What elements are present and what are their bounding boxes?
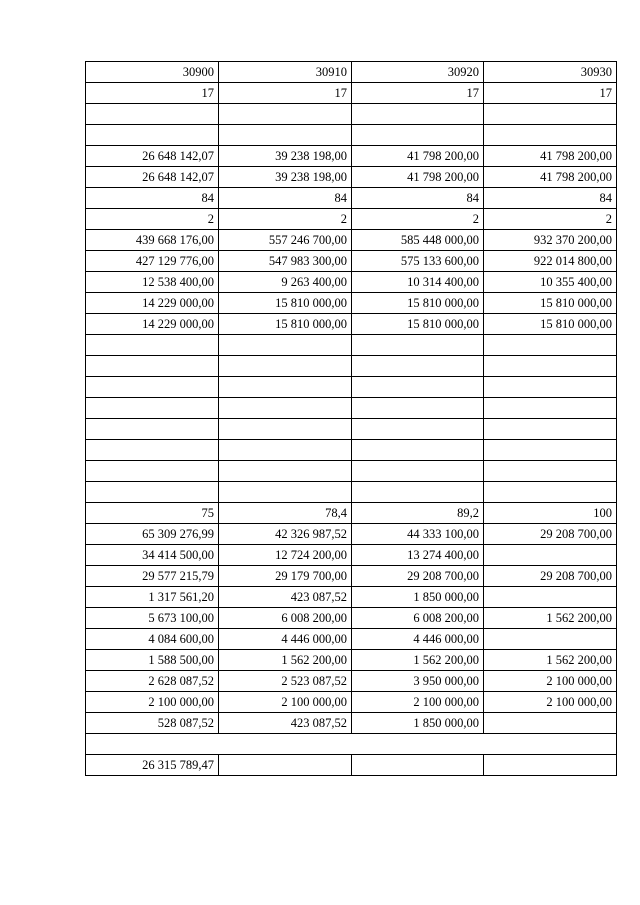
table-cell (219, 482, 352, 503)
table-cell (86, 356, 219, 377)
table-cell: 6 008 200,00 (352, 608, 484, 629)
table-cell (86, 377, 219, 398)
table-cell: 5 673 100,00 (86, 608, 219, 629)
table-cell (86, 461, 219, 482)
table-cell (484, 587, 617, 608)
table-cell: 17 (219, 83, 352, 104)
table-cell: 15 810 000,00 (352, 293, 484, 314)
table-cell: 65 309 276,99 (86, 524, 219, 545)
table-cell: 557 246 700,00 (219, 230, 352, 251)
table-cell: 2 100 000,00 (484, 692, 617, 713)
table-cell: 575 133 600,00 (352, 251, 484, 272)
table-cell (219, 755, 352, 776)
table-cell: 29 208 700,00 (484, 524, 617, 545)
table-cell: 423 087,52 (219, 713, 352, 734)
table-cell: 6 008 200,00 (219, 608, 352, 629)
table-cell: 1 562 200,00 (352, 650, 484, 671)
table-cell (484, 629, 617, 650)
table-cell (484, 713, 617, 734)
table-cell (86, 104, 219, 125)
table-cell (219, 335, 352, 356)
table-cell (484, 755, 617, 776)
table-cell: 12 724 200,00 (219, 545, 352, 566)
table-cell (86, 482, 219, 503)
table-cell: 41 798 200,00 (352, 146, 484, 167)
table-cell (484, 545, 617, 566)
table-cell: 439 668 176,00 (86, 230, 219, 251)
table-cell: 39 238 198,00 (219, 146, 352, 167)
table-row (86, 482, 617, 503)
table-cell: 84 (219, 188, 352, 209)
table-cell (352, 104, 484, 125)
table-row (86, 83, 617, 104)
table-row (86, 377, 617, 398)
table-cell: 547 983 300,00 (219, 251, 352, 272)
table-cell (484, 104, 617, 125)
table-cell: 2 100 000,00 (219, 692, 352, 713)
table-cell: 89,2 (352, 503, 484, 524)
table-cell: 1 850 000,00 (352, 713, 484, 734)
table-cell: 9 263 400,00 (219, 272, 352, 293)
table-cell: 3 950 000,00 (352, 671, 484, 692)
table-row (86, 335, 617, 356)
table-cell: 1 850 000,00 (352, 587, 484, 608)
table-row (86, 461, 617, 482)
table-cell (352, 440, 484, 461)
table-cell (484, 482, 617, 503)
table-cell: 84 (352, 188, 484, 209)
table-row (86, 629, 617, 650)
table-cell: 585 448 000,00 (352, 230, 484, 251)
table-cell (86, 419, 219, 440)
table-cell: 4 446 000,00 (219, 629, 352, 650)
table-cell: 10 355 400,00 (484, 272, 617, 293)
table-cell: 1 562 200,00 (484, 650, 617, 671)
data-table (85, 61, 617, 776)
table-row (86, 503, 617, 524)
table-cell (219, 461, 352, 482)
table-row (86, 398, 617, 419)
table-cell: 2 100 000,00 (484, 671, 617, 692)
table-cell: 29 208 700,00 (352, 566, 484, 587)
table-row (86, 587, 617, 608)
table-cell: 84 (86, 188, 219, 209)
table-cell (352, 377, 484, 398)
table-cell: 75 (86, 503, 219, 524)
table-cell (484, 398, 617, 419)
table-cell: 29 179 700,00 (219, 566, 352, 587)
table-cell: 41 798 200,00 (484, 167, 617, 188)
table-cell (352, 125, 484, 146)
table-row (86, 314, 617, 335)
table-row (86, 272, 617, 293)
table-row (86, 545, 617, 566)
table-row (86, 293, 617, 314)
table-row (86, 356, 617, 377)
table-row (86, 440, 617, 461)
table-cell: 2 (219, 209, 352, 230)
table-cell: 34 414 500,00 (86, 545, 219, 566)
table-cell (484, 377, 617, 398)
table-cell: 2 100 000,00 (352, 692, 484, 713)
table-cell (219, 104, 352, 125)
table-cell (484, 125, 617, 146)
table-row (86, 251, 617, 272)
table-cell: 15 810 000,00 (352, 314, 484, 335)
table-cell: 2 (352, 209, 484, 230)
table-cell: 1 562 200,00 (484, 608, 617, 629)
table-cell: 10 314 400,00 (352, 272, 484, 293)
table-cell (219, 398, 352, 419)
table-cell: 15 810 000,00 (219, 293, 352, 314)
table-cell: 84 (484, 188, 617, 209)
table-row (86, 419, 617, 440)
table-row (86, 167, 617, 188)
table-cell (352, 755, 484, 776)
table-row (86, 755, 617, 776)
table-cell (352, 335, 484, 356)
table-cell: 42 326 987,52 (219, 524, 352, 545)
table-cell (352, 482, 484, 503)
table-cell (484, 356, 617, 377)
table-cell: 14 229 000,00 (86, 314, 219, 335)
table-cell: 1 317 561,20 (86, 587, 219, 608)
table-row (86, 566, 617, 587)
table-cell: 15 810 000,00 (484, 314, 617, 335)
table-cell: 39 238 198,00 (219, 167, 352, 188)
table-cell: 12 538 400,00 (86, 272, 219, 293)
table-row (86, 608, 617, 629)
table-cell: 41 798 200,00 (484, 146, 617, 167)
table-cell: 14 229 000,00 (86, 293, 219, 314)
table-cell (352, 461, 484, 482)
table-cell (219, 419, 352, 440)
table-cell: 2 523 087,52 (219, 671, 352, 692)
table-cell (352, 419, 484, 440)
table-cell: 26 648 142,07 (86, 146, 219, 167)
table-cell: 29 577 215,79 (86, 566, 219, 587)
table-cell: 26 648 142,07 (86, 167, 219, 188)
table-cell: 30910 (219, 62, 352, 83)
table-cell: 44 333 100,00 (352, 524, 484, 545)
table-row (86, 713, 617, 734)
table-cell: 30900 (86, 62, 219, 83)
table-cell (219, 356, 352, 377)
table-row (86, 125, 617, 146)
table-cell (219, 125, 352, 146)
table-row (86, 62, 617, 83)
table-cell: 528 087,52 (86, 713, 219, 734)
table-cell: 1 588 500,00 (86, 650, 219, 671)
table-cell (484, 440, 617, 461)
table-cell: 2 (86, 209, 219, 230)
table-cell: 13 274 400,00 (352, 545, 484, 566)
table-cell: 15 810 000,00 (484, 293, 617, 314)
table-cell: 2 628 087,52 (86, 671, 219, 692)
table-cell: 427 129 776,00 (86, 251, 219, 272)
table-row (86, 734, 617, 755)
table-cell: 100 (484, 503, 617, 524)
table-row (86, 650, 617, 671)
table-row (86, 104, 617, 125)
table-cell (86, 335, 219, 356)
table-cell: 932 370 200,00 (484, 230, 617, 251)
table-cell (86, 125, 219, 146)
table-cell: 2 (484, 209, 617, 230)
table-row (86, 671, 617, 692)
table-cell: 41 798 200,00 (352, 167, 484, 188)
table-cell: 4 084 600,00 (86, 629, 219, 650)
table-cell (219, 377, 352, 398)
table-cell (219, 440, 352, 461)
table-cell: 423 087,52 (219, 587, 352, 608)
table-cell (484, 335, 617, 356)
table-cell: 922 014 800,00 (484, 251, 617, 272)
table-cell: 30930 (484, 62, 617, 83)
table-cell: 2 100 000,00 (86, 692, 219, 713)
table-cell (86, 734, 617, 755)
table-cell (86, 440, 219, 461)
table-row (86, 209, 617, 230)
table-row (86, 188, 617, 209)
table-cell: 4 446 000,00 (352, 629, 484, 650)
table-cell: 17 (86, 83, 219, 104)
table-row (86, 692, 617, 713)
table-cell: 78,4 (219, 503, 352, 524)
table-cell: 17 (484, 83, 617, 104)
table-cell (352, 356, 484, 377)
table-cell: 29 208 700,00 (484, 566, 617, 587)
table-body (86, 62, 617, 776)
table-row (86, 524, 617, 545)
table-cell: 15 810 000,00 (219, 314, 352, 335)
table-cell (484, 461, 617, 482)
table-cell: 26 315 789,47 (86, 755, 219, 776)
table-row (86, 230, 617, 251)
table-cell: 30920 (352, 62, 484, 83)
table-cell: 17 (352, 83, 484, 104)
table-cell (352, 398, 484, 419)
table-cell: 1 562 200,00 (219, 650, 352, 671)
table-row (86, 146, 617, 167)
table-cell (484, 419, 617, 440)
table-cell (86, 398, 219, 419)
